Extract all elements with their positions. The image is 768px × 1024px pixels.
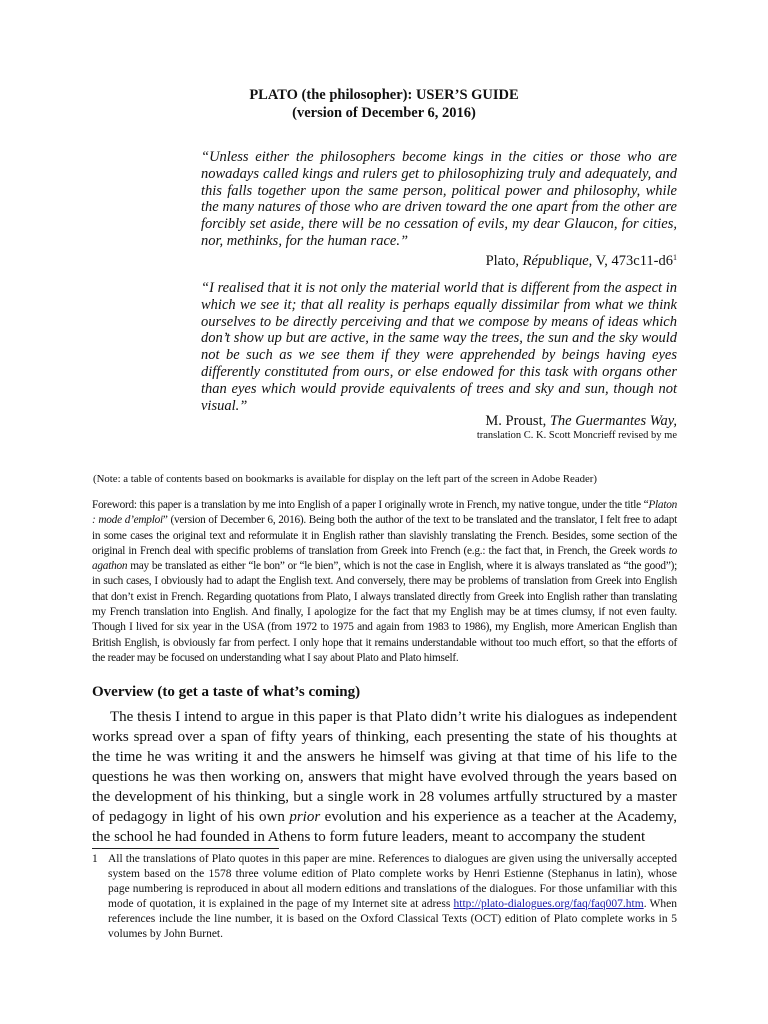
foreword-french-title: Platon : mode d’emploi: [92, 499, 677, 527]
overview-text-2: evolution and his experience as a teacher at the Academy, the school he had founded in Athens to form future leaders, meant to accompany the student: [92, 809, 677, 845]
footnote-1: [108, 852, 677, 942]
proust-quote-work: The Guermantes Way,: [549, 413, 677, 429]
foreword-text-3: may be translated as either “le bon” or “le bien”, which is not the case in English, where it is always translated as “the good”); in such cases, I obviously had to adapt the English text. And conversely, there may be problems of translation from Greek into English that don’t exist in French. Regarding quotations from Plato, I always translated directly from Greek into English rather than translating my French translation into English. And finally, I apologize for the fact that my English may be at times clumsy, if not even faulty. Though I lived for six year in the USA (from 1972 to 1975 and again from 1983 to 1986), my English, more American English than British English, is obviously far from perfect. I only hope that it remains understandable without too much effort, so that the efforts of the reader may be focused on understanding what I say about Plato and Plato himself.: [92, 560, 677, 664]
overview-paragraph: [92, 707, 677, 847]
footnote-text-1: All the translations of Plato quotes in this paper are mine. References to dialogues are given using the universally accepted system based on the 1578 three volume edition of Plato complete works by Henri Estienne (Stephanus in latin), whose page numbering is reproduced in about all modern editions and translations of the dialogues. For those unfamiliar with this mode of quotation, it is explained in the page of my Internet site at adress: [108, 853, 677, 910]
document-title: PLATO (the philosopher): USER’S GUIDE: [249, 87, 519, 103]
overview-text-1: The thesis I intend to argue in this paper is that Plato didn’t write his dialogues as independent works spread over a span of fifty years of thinking, each presenting the state of his thoughts at the time he was writing it and the answers he himself was giving at that time of his life to the questions he was then working on, answers that might have evolved through the years based on the development of his thinking, but a single work in 28 volumes artfully structured by a master of pedagogy in light of his own: [92, 709, 677, 825]
foreword-text-2: ” (version of December 6, 2016). Being both the author of the text to be translated and the translator, I felt free to adapt in some cases the original text and reformulate it in English rather than slavishly translating the French. Besides, some section of the original in French deal with specific problems of translation from Greek into French (e.g.: the fact that, in French, the Greek words: [92, 514, 677, 557]
plato-quote-attribution: [486, 249, 677, 270]
faq-link[interactable]: http://plato-dialogues.org/faq/faq007.htm: [453, 898, 644, 910]
toc-note: (Note: a table of contents based on bookmarks is available for display on the left part of the screen in Adobe Reader): [93, 473, 597, 485]
footnote-text-2: . When references include the line number, it is based on the Oxford Classical Texts (OCT) edition of Plato complete works in 5 volumes by John Burnet.: [108, 898, 677, 940]
foreword-text-1: Foreword: this paper is a translation by me into English of a paper I originally wrote in French, my native tongue, under the title “: [92, 499, 649, 511]
plato-quote: “Unless either the philosophers become kings in the cities or those who are nowadays called kings and rulers get to philosophizing truly and adequately, and this falls together upon the same person, political power and philosophy, while the many natures of those who are driven toward the one apart from the other are forcibly set aside, there will be no cessation of evils, my dear Glaucon, for cities, nor, methinks, for the human race.”: [201, 149, 677, 249]
proust-quote-attribution: [485, 413, 677, 430]
proust-quote: “I realised that it is not only the material world that is different from the aspect in which we see it; that all reality is perhaps equally dissimilar from what we think ourselves to be directly perceiving and that we compose by means of ideas which don’t show up but are active, in the same way the trees, the sun and the sky would not be such as we see them if they were apprehended by beings having eyes differently constituted from ours, or else endowed for this task with organs other than eyes which would provide equivalents of trees and sky and sun, though not visual.”: [201, 280, 677, 414]
translation-credit: translation C. K. Scott Moncrieff revised by me: [476, 430, 677, 441]
footnote-marker-1[interactable]: 1: [673, 253, 677, 262]
plato-quote-author: Plato,: [485, 253, 519, 269]
foreword-greek-word: to agathon: [92, 544, 677, 573]
overview-heading: Overview (to get a taste of what’s coming): [92, 684, 361, 700]
plato-quote-ref: , V, 473c11-d6: [588, 253, 673, 269]
proust-quote-author: M. Proust,: [485, 413, 547, 429]
document-version: (version of December 6, 2016): [292, 105, 476, 121]
foreword-paragraph: [92, 498, 677, 666]
overview-emphasis: prior: [289, 809, 321, 825]
plato-quote-work: République: [522, 253, 589, 269]
footnote-number: 1: [92, 853, 98, 865]
footnote-separator: [92, 848, 279, 849]
